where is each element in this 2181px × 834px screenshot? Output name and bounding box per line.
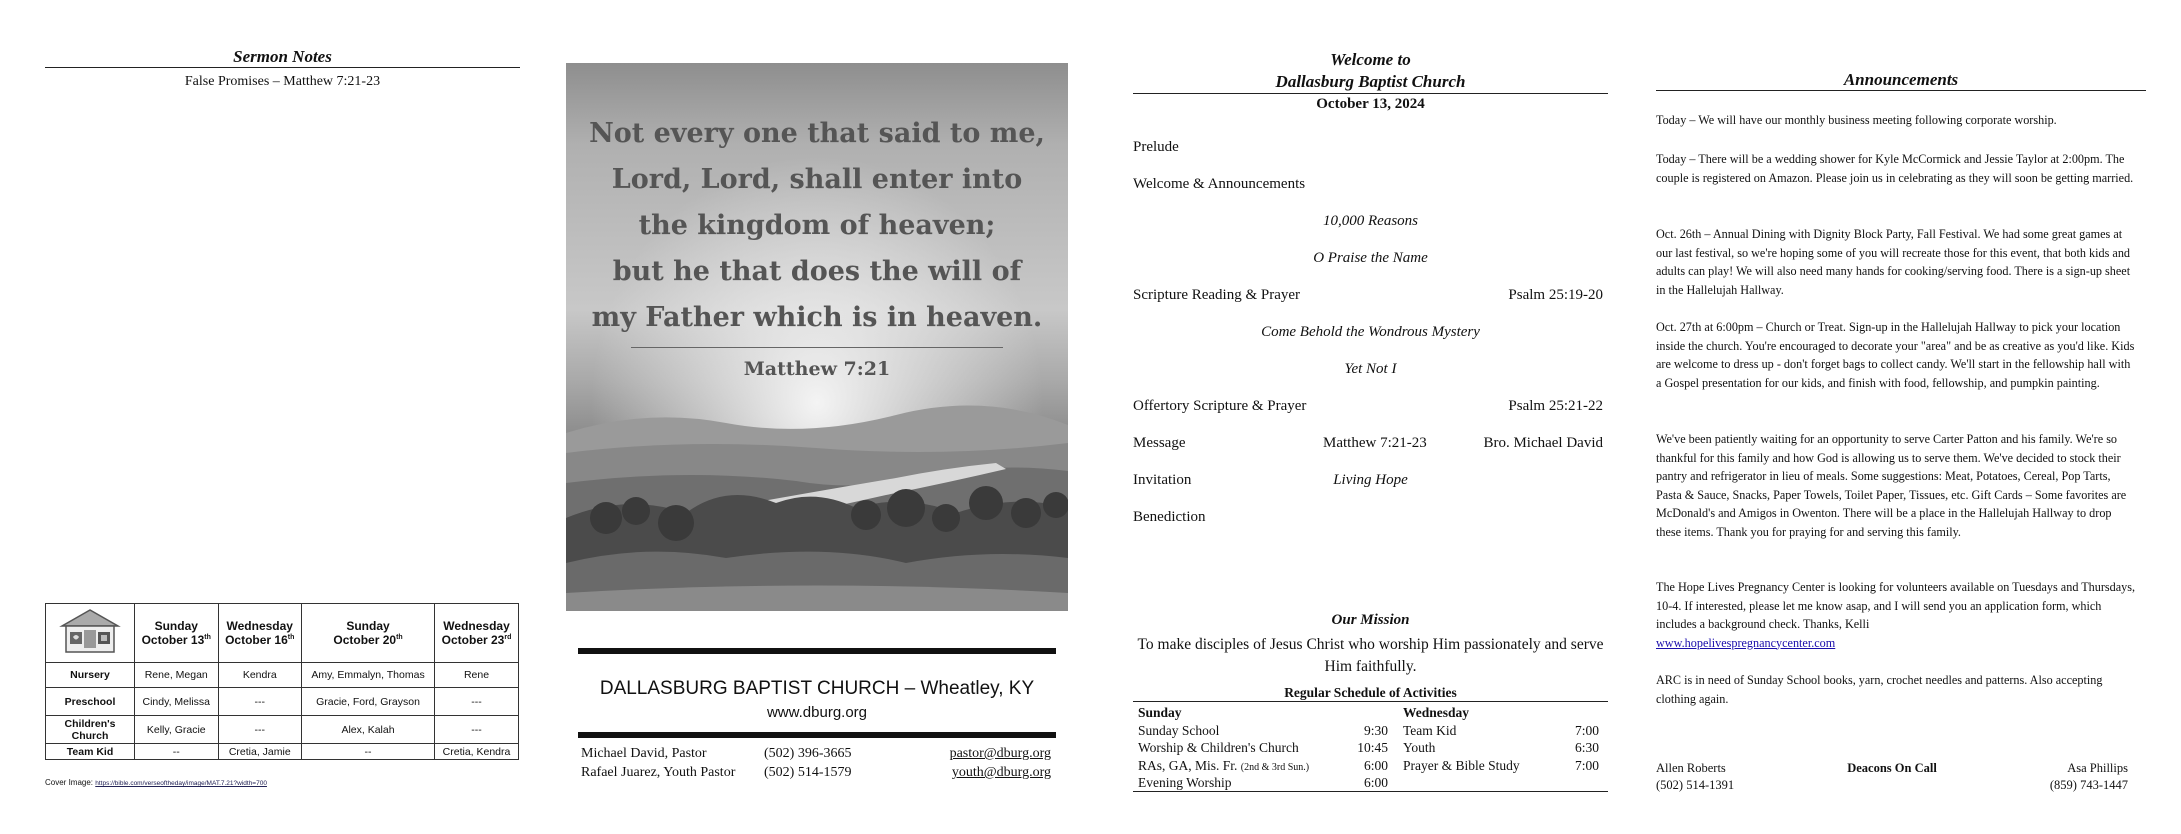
- table-cell: --: [302, 744, 435, 760]
- song-title: O Praise the Name: [1313, 250, 1428, 266]
- verse-line: my Father which is in heaven.: [591, 302, 1043, 333]
- table-cell: Amy, Emmalyn, Thomas: [302, 663, 435, 688]
- table-cell: Cretia, Jamie: [218, 744, 302, 760]
- table-row: [46, 744, 519, 760]
- order-item-label: Message: [1133, 435, 1186, 451]
- activity-note: (2nd & 3rd Sun.): [1240, 761, 1310, 773]
- announcement-item: Today – There will be a wedding shower for Kyle McCormick and Jessie Taylor at 2:00pm. The couple is registered on Amazon. Please join us in celebrating as they will soon be getting married.: [1656, 152, 2134, 185]
- sermon-subtitle: False Promises – Matthew 7:21-23: [184, 74, 381, 89]
- schedule-day-label: Wednesday: [1403, 705, 1470, 720]
- activity-time: 6:00: [1363, 757, 1388, 773]
- order-item: [1133, 287, 1608, 304]
- table-cell: ---: [435, 688, 519, 716]
- activity-name: Evening Worship: [1138, 775, 1232, 790]
- deacon-phone: (859) 743-1447: [2049, 778, 2128, 792]
- scripture-ref: Matthew 7:21-23: [1323, 435, 1427, 451]
- nursery-col-header-2: Wednesday October 16th: [218, 604, 302, 663]
- announcement-item: Oct. 26th – Annual Dining with Dignity Block Party, Fall Festival. We had some great games at our last festival, so we're hoping some of you will recreate those for this event, that both kids and adults can play! We will also need many hands for cooking/serving food. There is a sign-up sheet in the Hallelujah Hallway.: [1656, 227, 2131, 297]
- staff-email-link[interactable]: pastor@dburg.org: [949, 746, 1051, 761]
- cover-image-link[interactable]: https://bible.com/verseoftheday/image/MAT.7.21?width=700: [95, 780, 267, 787]
- song-title: 10,000 Reasons: [1323, 213, 1418, 229]
- table-row: [46, 663, 519, 688]
- announcements-panel: [1656, 0, 2146, 834]
- staff-name: Michael David, Pastor: [581, 746, 707, 761]
- activity-name: Prayer & Bible Study: [1403, 757, 1520, 773]
- order-item: [1133, 176, 1608, 193]
- nursery-col-header-1: Sunday October 13th: [135, 604, 219, 663]
- staff-email-link[interactable]: youth@dburg.org: [951, 765, 1051, 780]
- nursery-schedule-table: [45, 603, 519, 760]
- table-cell: Rene: [435, 663, 519, 688]
- schedule-bottom-rule: [1133, 791, 1608, 792]
- deacon-name: Asa Phillips: [2067, 761, 2128, 775]
- church-website: www.dburg.org: [766, 704, 868, 721]
- nursery-logo-cell: [46, 604, 135, 663]
- order-item: [1133, 139, 1608, 156]
- schedule-row: [1138, 757, 1388, 775]
- activity-name: Sunday School: [1138, 722, 1220, 738]
- activity-time: 7:00: [1574, 722, 1599, 738]
- nursery-col-header-4: Wednesday October 23rd: [435, 604, 519, 663]
- activity-name: Youth: [1403, 740, 1436, 755]
- activity-time: 10:45: [1357, 740, 1388, 755]
- verse-divider: [631, 347, 1003, 348]
- song-title: Living Hope: [1333, 472, 1408, 488]
- table-cell: Gracie, Ford, Grayson: [302, 688, 435, 716]
- table-cell: Kendra: [218, 663, 302, 688]
- cover-verse: [566, 111, 1068, 341]
- service-date: October 13, 2024: [1316, 96, 1425, 112]
- scripture-ref: Psalm 25:19-20: [1508, 287, 1603, 303]
- schedule-row: [1403, 757, 1599, 775]
- table-cell: Alex, Kalah: [302, 716, 435, 744]
- schedule-row: [1403, 739, 1599, 757]
- verse-line: Not every one that said to me,: [589, 118, 1045, 149]
- staff-phone: (502) 396-3665: [764, 746, 852, 761]
- cover-image: [566, 63, 1068, 611]
- sunday-schedule: [1138, 704, 1388, 792]
- divider-bottom: [578, 732, 1056, 738]
- staff-phone: (502) 514-1579: [764, 765, 852, 780]
- verse-reference: Matthew 7:21: [743, 358, 891, 380]
- order-item-label: Welcome & Announcements: [1133, 176, 1306, 192]
- pregnancy-center-link[interactable]: www.hopelivespregnancycenter.com: [1656, 635, 1836, 650]
- cover-image-credit: [45, 778, 267, 787]
- row-label: Nursery: [46, 663, 135, 688]
- verse-line: Lord, Lord, shall enter into: [611, 164, 1023, 195]
- table-cell: Cretia, Kendra: [435, 744, 519, 760]
- row-label: Team Kid: [46, 744, 135, 760]
- nursery-col-header-3: Sunday October 20th: [302, 604, 435, 663]
- staff-name: Rafael Juarez, Youth Pastor: [581, 765, 736, 780]
- activity-time: 6:30: [1574, 740, 1599, 755]
- row-label: Children's Church: [46, 716, 135, 744]
- table-cell: ---: [435, 716, 519, 744]
- activity-time: 6:00: [1363, 775, 1388, 790]
- sermon-notes-title: Sermon Notes: [45, 47, 520, 68]
- table-cell: ---: [218, 716, 302, 744]
- deacon-name: Allen Roberts: [1656, 761, 1726, 775]
- order-item-label: Offertory Scripture & Prayer: [1133, 398, 1307, 414]
- order-item-label: Invitation: [1133, 472, 1192, 488]
- nursery-logo-icon: [58, 608, 122, 656]
- cover-credit-label: Cover Image:: [45, 778, 94, 787]
- order-item: [1133, 398, 1608, 415]
- table-cell: Cindy, Melissa: [135, 688, 219, 716]
- order-item-label: Scripture Reading & Prayer: [1133, 287, 1301, 303]
- welcome-title: [1133, 49, 1608, 94]
- song-title: Yet Not I: [1344, 361, 1397, 377]
- wednesday-schedule: [1403, 704, 1599, 774]
- table-cell: Rene, Megan: [135, 663, 219, 688]
- announcements-title: Announcements: [1656, 70, 2146, 91]
- order-item-label: Benediction: [1133, 509, 1206, 525]
- mission-title: Our Mission: [1331, 612, 1410, 628]
- schedule-title: Regular Schedule of Activities: [1133, 685, 1608, 702]
- announcement-text: The Hope Lives Pregnancy Center is looking for volunteers available on Tuesdays and Thursdays, 10-4. If interested, please let me know asap, and I will send you an application form, which includes a background check. Thanks, Kelli: [1656, 580, 2136, 631]
- table-cell: Kelly, Gracie: [135, 716, 219, 744]
- welcome-title-line1: Welcome to: [1330, 50, 1411, 69]
- order-of-worship-panel: [1133, 0, 1608, 834]
- table-row: [46, 688, 519, 716]
- activity-name: Team Kid: [1403, 722, 1457, 738]
- activity-time: 9:30: [1363, 722, 1388, 738]
- schedule-day-label: Sunday: [1138, 705, 1182, 720]
- verse-line: but he that does the will of: [612, 256, 1022, 287]
- welcome-title-line2: Dallasburg Baptist Church: [1275, 72, 1466, 91]
- table-cell: --: [135, 744, 219, 760]
- announcement-item: Oct. 27th at 6:00pm – Church or Treat. Sign-up in the Hallelujah Hallway to pick your location inside the church. You're encouraged to decorate your "area" and be as creative as you'd like. Kids are welcome to dress up - don't forget bags to collect candy. We'll start in the fellowship hall with a Gospel presentation for our kids, and finish with food, fellowship, and pumpkin painting.: [1656, 320, 2135, 390]
- order-item: [1133, 472, 1608, 489]
- cover-panel: [566, 0, 1068, 834]
- schedule-row: [1138, 774, 1388, 792]
- row-label: Preschool: [46, 688, 135, 716]
- church-name: DALLASBURG BAPTIST CHURCH – Wheatley, KY: [599, 678, 1035, 699]
- activity-name: RAs, GA, Mis. Fr.: [1138, 757, 1238, 773]
- table-cell: ---: [218, 688, 302, 716]
- sermon-notes-panel: [45, 0, 520, 834]
- schedule-row: [1403, 722, 1599, 740]
- schedule-row: [1138, 722, 1388, 740]
- activity-time: 7:00: [1574, 757, 1599, 773]
- divider-top: [578, 648, 1056, 654]
- table-row: [46, 716, 519, 744]
- order-item: [1133, 509, 1608, 526]
- order-item: [1133, 435, 1608, 452]
- deacon-phone: (502) 514-1391: [1656, 778, 1735, 792]
- song-title: Come Behold the Wondrous Mystery: [1261, 324, 1480, 340]
- announcement-item: [1656, 578, 2136, 652]
- verse-line: the kingdom of heaven;: [638, 210, 996, 241]
- announcement-item: ARC is in need of Sunday School books, yarn, crochet needles and patterns. Also accepting clothing again.: [1656, 673, 2103, 706]
- order-item-label: Prelude: [1133, 139, 1179, 155]
- deacons-title: Deacons On Call: [1847, 761, 1937, 775]
- schedule-row: [1138, 739, 1388, 757]
- activity-name: Worship & Children's Church: [1138, 740, 1299, 755]
- mission-text: To make disciples of Jesus Christ who worship Him passionately and serve Him faithfully.: [1137, 636, 1604, 675]
- announcement-item: We've been patiently waiting for an opportunity to serve Carter Patton and his family. We're so thankful for this family and how God is allowing us to serve them. We've decided to stock their pantry and refrigerator in lieu of meals. Some suggestions: Meat, Potatoes, Cereal, Pop Tarts, Pasta & Sauce, Snacks, Paper Towels, Toilet Paper, Tissues, etc. Gift Cards – Some favorites are McDonald's and Amigos in Owenton. There will be a place in the Hallelujah Hallway to drop these items. Thank you for praying for and serving this family.: [1656, 432, 2127, 539]
- announcement-item: Today – We will have our monthly business meeting following corporate worship.: [1656, 113, 2057, 127]
- scripture-ref: Psalm 25:21-22: [1508, 398, 1603, 414]
- speaker-name: Bro. Michael David: [1483, 435, 1603, 451]
